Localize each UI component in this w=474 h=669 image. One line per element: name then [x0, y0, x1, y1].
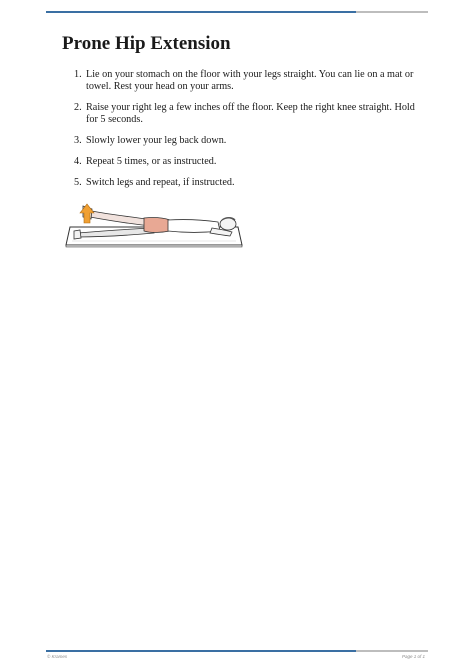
step-text: Slowly lower your leg back down. [86, 135, 227, 146]
prone-hip-extension-illustration-icon [62, 193, 246, 254]
step-text: Switch legs and repeat, if instructed. [86, 177, 235, 188]
list-item [74, 135, 419, 147]
step-number: 5. [74, 177, 82, 188]
instruction-list [74, 69, 419, 198]
step-number: 4. [74, 156, 82, 167]
list-item [74, 177, 419, 189]
step-number: 2. [74, 102, 82, 113]
step-text: Repeat 5 times, or as instructed. [86, 156, 217, 167]
header-rule-gray [356, 11, 428, 13]
footer-rule-gray [356, 650, 428, 652]
shorts [144, 218, 170, 233]
footer-copyright: © Krames [47, 654, 68, 659]
footer-page-number: Page 1 of 1 [402, 654, 426, 659]
step-text: Lie on your stomach on the floor with your legs straight. You can lie on a mat or towel. Rest your head on your arms. [86, 69, 414, 92]
raised-leg [90, 211, 152, 226]
footer-rule-blue [46, 650, 356, 652]
step-number: 3. [74, 135, 82, 146]
step-number: 1. [74, 69, 82, 80]
list-item [74, 69, 419, 93]
page-title: Prone Hip Extension [62, 33, 231, 54]
list-item [74, 156, 419, 168]
header-rule-blue [46, 11, 356, 13]
step-text: Raise your right leg a few inches off the floor. Keep the right knee straight. Hold for 5 seconds. [86, 102, 415, 125]
list-item [74, 102, 419, 126]
